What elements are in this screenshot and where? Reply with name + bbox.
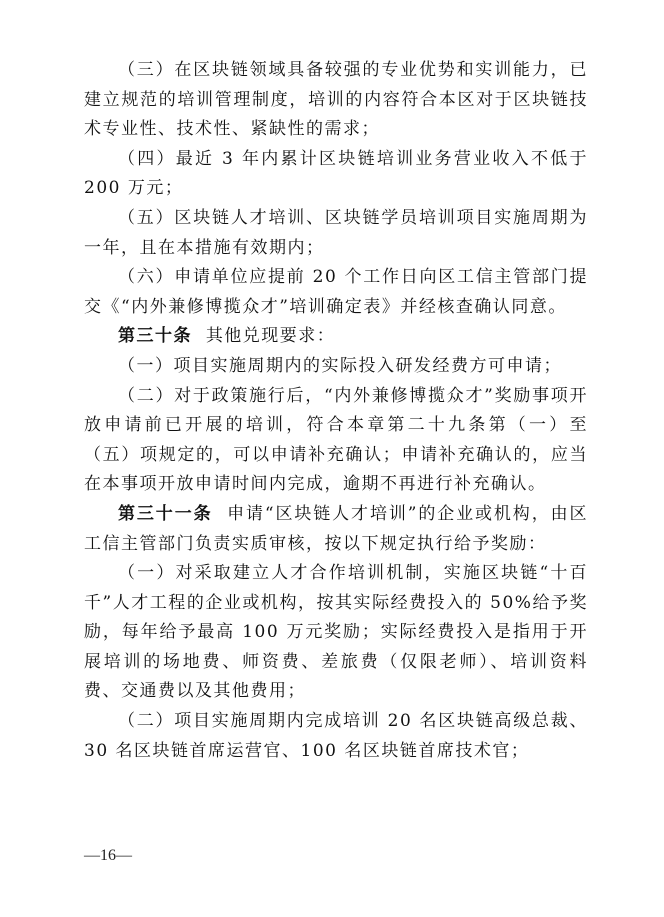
paragraph-text: （六）申请单位应提前 20 个工作日向区工信主管部门提交《“内外兼修博揽众才”培训确定表》并经核查确认同意。 <box>84 267 588 317</box>
paragraph-text: 申请“区块链人才培训”的企业或机构，由区工信主管部门负责实质审核，按以下规定执行给予奖励： <box>84 503 588 554</box>
paragraph-text: （四）最近 3 年内累计区块链培训业务营业收入不低于 200 万元； <box>84 148 588 199</box>
paragraph-text: （二）对于政策施行后，“内外兼修博揽众才”奖励事项开放申请前已开展的培训，符合本章第二十九条第（一）至（五）项规定的，可以申请补充确认；申请补充确认的，应当在本事项开放申请时间内完成，逾期不再进行补充确认。 <box>84 385 588 495</box>
article-31 <box>84 500 588 559</box>
article-title: 第三十条 <box>118 326 192 347</box>
article-gap <box>192 326 206 346</box>
document-page <box>84 56 588 766</box>
paragraph-article-31-item-2 <box>84 707 588 766</box>
paragraph-article-30-item-1 <box>84 352 588 382</box>
paragraph-text: （三）在区块链领域具备较强的专业优势和实训能力，已建立规范的培训管理制度，培训的内容符合本区对于区块链技术专业性、技术性、紧缺性的需求； <box>84 60 588 140</box>
page-number: —16— <box>84 847 132 864</box>
paragraph-text: （一）项目实施周期内的实际投入研发经费方可申请； <box>118 355 562 376</box>
paragraph-clause-3 <box>84 56 588 145</box>
paragraph-article-30-item-2 <box>84 382 588 500</box>
paragraph-text: （一）对采取建立人才合作培训机制，实施区块链“十百千”人才工程的企业或机构，按其实际经费投入的 50%给予奖励，每年给予最高 100 万元奖励；实际经费投入是指用于开展培训的场地费、师资费、差旅费（仅限老师）、培训资料费、交通费以及其他费用； <box>84 563 588 702</box>
article-title: 第三十一条 <box>118 503 213 524</box>
paragraph-text: 其他兑现要求： <box>205 326 336 347</box>
paragraph-article-31-item-1 <box>84 559 588 707</box>
paragraph-text: （二）项目实施周期内完成培训 20 名区块链高级总裁、30 名区块链首席运营官、100 名区块链首席技术官； <box>84 711 588 761</box>
paragraph-clause-6 <box>84 263 588 322</box>
article-gap <box>212 504 227 524</box>
paragraph-clause-5 <box>84 204 588 263</box>
article-30 <box>84 322 588 352</box>
paragraph-text: （五）区块链人才培训、区块链学员培训项目实施周期为一年，且在本措施有效期内； <box>84 207 588 258</box>
paragraph-clause-4 <box>84 145 588 204</box>
